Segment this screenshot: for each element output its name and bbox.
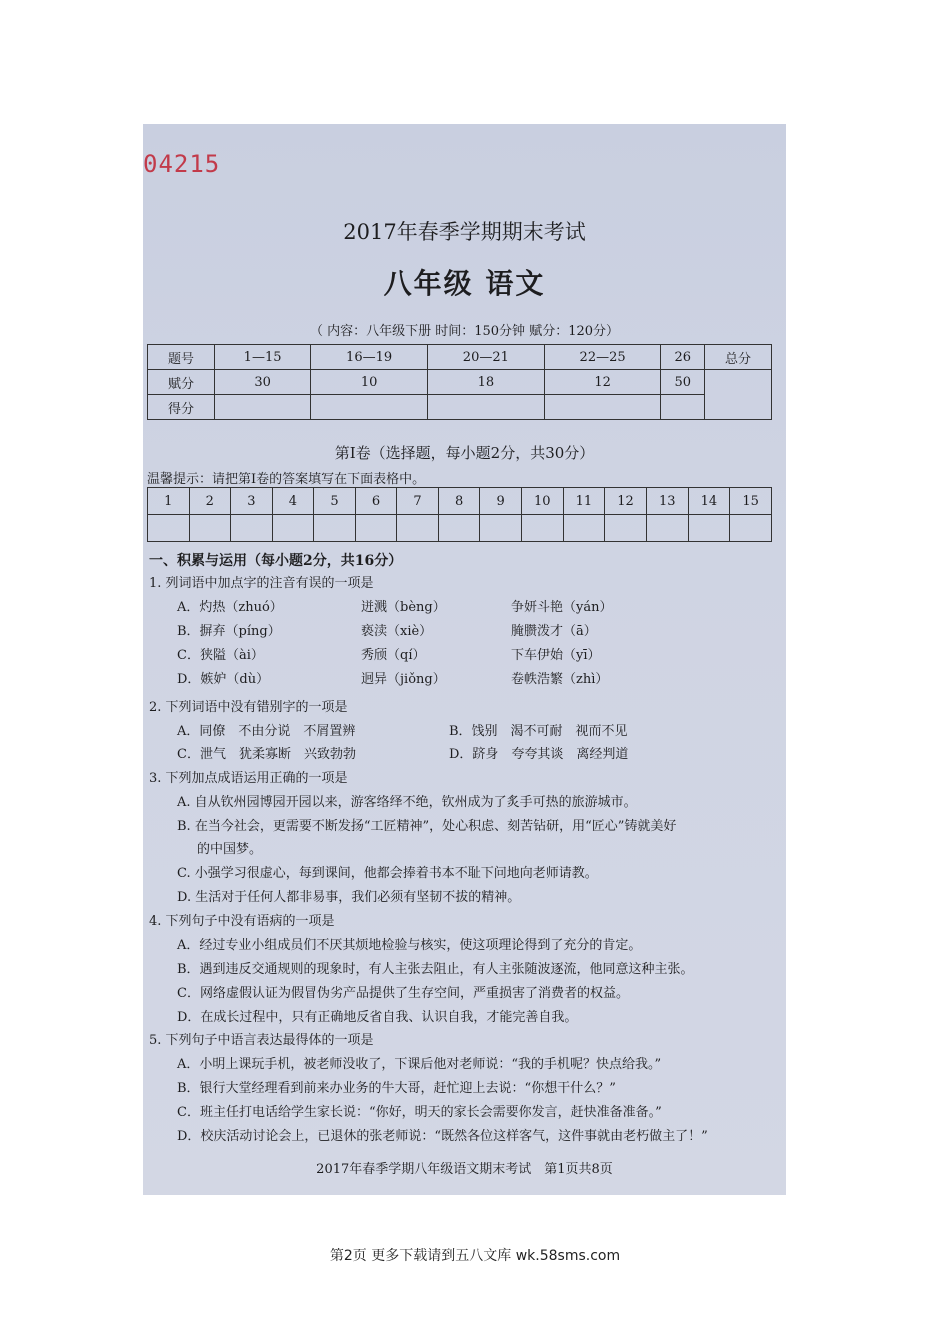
score-points: 50 bbox=[661, 370, 705, 395]
option-text: D．在成长过程中，只有正确地反省自我、认识自我，才能完善自我。 bbox=[177, 1010, 578, 1025]
score-points: 30 bbox=[214, 370, 310, 395]
tip-text: 温馨提示：请把第Ⅰ卷的答案填写在下面表格中。 bbox=[147, 472, 426, 487]
option-text: C. 小强学习很虚心，每到课间，他都会捧着书本不耻下问地向老师请教。 bbox=[177, 866, 598, 881]
option-text: A．同僚 不由分说 不屑置辨 bbox=[177, 724, 356, 739]
option-text: 亵渎（xiè） bbox=[361, 624, 433, 639]
answer-number: 13 bbox=[646, 488, 688, 515]
option-text: B．银行大堂经理看到前来办业务的牛大哥，赶忙迎上去说：“你想干什么？” bbox=[177, 1081, 616, 1096]
option-text: 迥异（jiǒng） bbox=[361, 672, 446, 687]
score-col: 22—25 bbox=[544, 345, 661, 370]
part-heading: 一、积累与运用（每小题2分，共16分） bbox=[149, 553, 403, 569]
answer-blank bbox=[397, 515, 439, 542]
exam-info: （ 内容：八年级下册 时间：150分钟 赋分：120分） bbox=[309, 324, 620, 339]
answer-number: 7 bbox=[397, 488, 439, 515]
answer-blank bbox=[314, 515, 356, 542]
answer-number: 4 bbox=[272, 488, 314, 515]
score-blank bbox=[427, 395, 544, 420]
score-table bbox=[147, 344, 772, 420]
answer-blank bbox=[231, 515, 273, 542]
answer-blank bbox=[148, 515, 190, 542]
option-text: C．泄气 犹柔寡断 兴致勃勃 bbox=[177, 747, 356, 762]
answer-blank bbox=[730, 515, 772, 542]
score-row-label: 赋分 bbox=[148, 370, 215, 395]
option-text: 腌臜泼才（ā） bbox=[511, 624, 597, 639]
option-text: 下车伊始（yī） bbox=[511, 648, 601, 663]
section-heading: 第Ⅰ卷（选择题，每小题2分，共30分） bbox=[334, 444, 595, 462]
score-row-label: 得分 bbox=[148, 395, 215, 420]
answer-number: 11 bbox=[563, 488, 605, 515]
score-col: 16—19 bbox=[311, 345, 428, 370]
answer-number: 1 bbox=[148, 488, 190, 515]
document-footer: 第2页 更多下载请到五八文库 wk.58sms.com bbox=[329, 1248, 621, 1264]
option-text: 争妍斗艳（yán） bbox=[511, 600, 613, 615]
score-col: 26 bbox=[661, 345, 705, 370]
question-stem: 5. 下列句子中语言表达最得体的一项是 bbox=[149, 1033, 374, 1048]
answer-number: 6 bbox=[355, 488, 397, 515]
score-blank bbox=[214, 395, 310, 420]
score-blank bbox=[311, 395, 428, 420]
question-stem: 4. 下列句子中没有语病的一项是 bbox=[149, 914, 335, 929]
score-row-label: 题号 bbox=[148, 345, 215, 370]
option-text: B．遇到违反交通规则的现象时，有人主张去阻止，有人主张随波逐流，他同意这种主张。 bbox=[177, 962, 694, 977]
scanned-exam-page bbox=[143, 124, 786, 1195]
option-text: B．摒弃（píng） bbox=[177, 624, 281, 639]
scan-page-footer: 2017年春季学期八年级语文期末考试 第1页共8页 bbox=[316, 1162, 613, 1177]
score-col: 1—15 bbox=[214, 345, 310, 370]
answer-blank bbox=[272, 515, 314, 542]
option-text: B．饯别 渴不可耐 视而不见 bbox=[449, 724, 628, 739]
answer-blank bbox=[521, 515, 563, 542]
option-text: D．校庆活动讨论会上，已退休的张老师说：“既然各位这样客气，这件事就由老朽做主了！” bbox=[177, 1129, 708, 1144]
score-total-label: 总分 bbox=[704, 345, 771, 370]
score-points: 12 bbox=[544, 370, 661, 395]
answer-blank bbox=[688, 515, 730, 542]
answer-number: 12 bbox=[605, 488, 647, 515]
option-text: C．网络虚假认证为假冒伪劣产品提供了生存空间，严重损害了消费者的权益。 bbox=[177, 986, 629, 1001]
answer-number: 8 bbox=[438, 488, 480, 515]
exam-subtitle: 八年级 语文 bbox=[383, 267, 546, 300]
answer-table bbox=[147, 487, 772, 542]
option-text: 秀颀（qí） bbox=[361, 648, 426, 663]
question-stem: 3. 下列加点成语运用正确的一项是 bbox=[149, 771, 348, 786]
option-text: 卷帙浩繁（zhì） bbox=[511, 672, 609, 687]
option-text: 迸溅（bèng） bbox=[361, 600, 446, 615]
answer-blank bbox=[480, 515, 522, 542]
answer-number: 14 bbox=[688, 488, 730, 515]
answer-blank bbox=[646, 515, 688, 542]
option-text: A．灼热（zhuó） bbox=[177, 600, 283, 615]
option-text: 的中国梦。 bbox=[197, 842, 263, 857]
answer-number: 2 bbox=[189, 488, 231, 515]
option-text: C．狭隘（ài） bbox=[177, 648, 264, 663]
score-points: 18 bbox=[427, 370, 544, 395]
answer-blank bbox=[438, 515, 480, 542]
serial-number: 04215 bbox=[143, 150, 221, 178]
answer-number: 15 bbox=[730, 488, 772, 515]
answer-number: 10 bbox=[521, 488, 563, 515]
option-text: A．小明上课玩手机，被老师没收了，下课后他对老师说：“我的手机呢？快点给我。” bbox=[177, 1057, 662, 1072]
exam-title: 2017年春季学期期末考试 bbox=[343, 220, 586, 244]
answer-blank bbox=[563, 515, 605, 542]
option-text: D. 生活对于任何人都非易事，我们必须有坚韧不拔的精神。 bbox=[177, 890, 521, 905]
option-text: D．跻身 夸夸其谈 离经判道 bbox=[449, 747, 629, 762]
option-text: B. 在当今社会，更需要不断发扬“工匠精神”，处心积虑、刻苦钻研，用“匠心”铸就美好 bbox=[177, 819, 677, 834]
score-points: 10 bbox=[311, 370, 428, 395]
question-stem: 2. 下列词语中没有错别字的一项是 bbox=[149, 700, 348, 715]
question-stem: 1. 列词语中加点字的注音有误的一项是 bbox=[149, 576, 374, 591]
option-text: A. 自从钦州园博园开园以来，游客络绎不绝，钦州成为了炙手可热的旅游城市。 bbox=[177, 795, 637, 810]
answer-blank bbox=[355, 515, 397, 542]
option-text: C．班主任打电话给学生家长说：“你好，明天的家长会需要你发言，赶快准备准备。” bbox=[177, 1105, 662, 1120]
answer-number: 5 bbox=[314, 488, 356, 515]
answer-blank bbox=[189, 515, 231, 542]
score-blank bbox=[661, 395, 705, 420]
score-total-cell bbox=[704, 370, 771, 420]
score-col: 20—21 bbox=[427, 345, 544, 370]
option-text: D．嫉妒（dù） bbox=[177, 672, 270, 687]
option-text: A．经过专业小组成员们不厌其烦地检验与核实，使这项理论得到了充分的肯定。 bbox=[177, 938, 642, 953]
answer-number: 3 bbox=[231, 488, 273, 515]
score-blank bbox=[544, 395, 661, 420]
answer-blank bbox=[605, 515, 647, 542]
answer-number: 9 bbox=[480, 488, 522, 515]
